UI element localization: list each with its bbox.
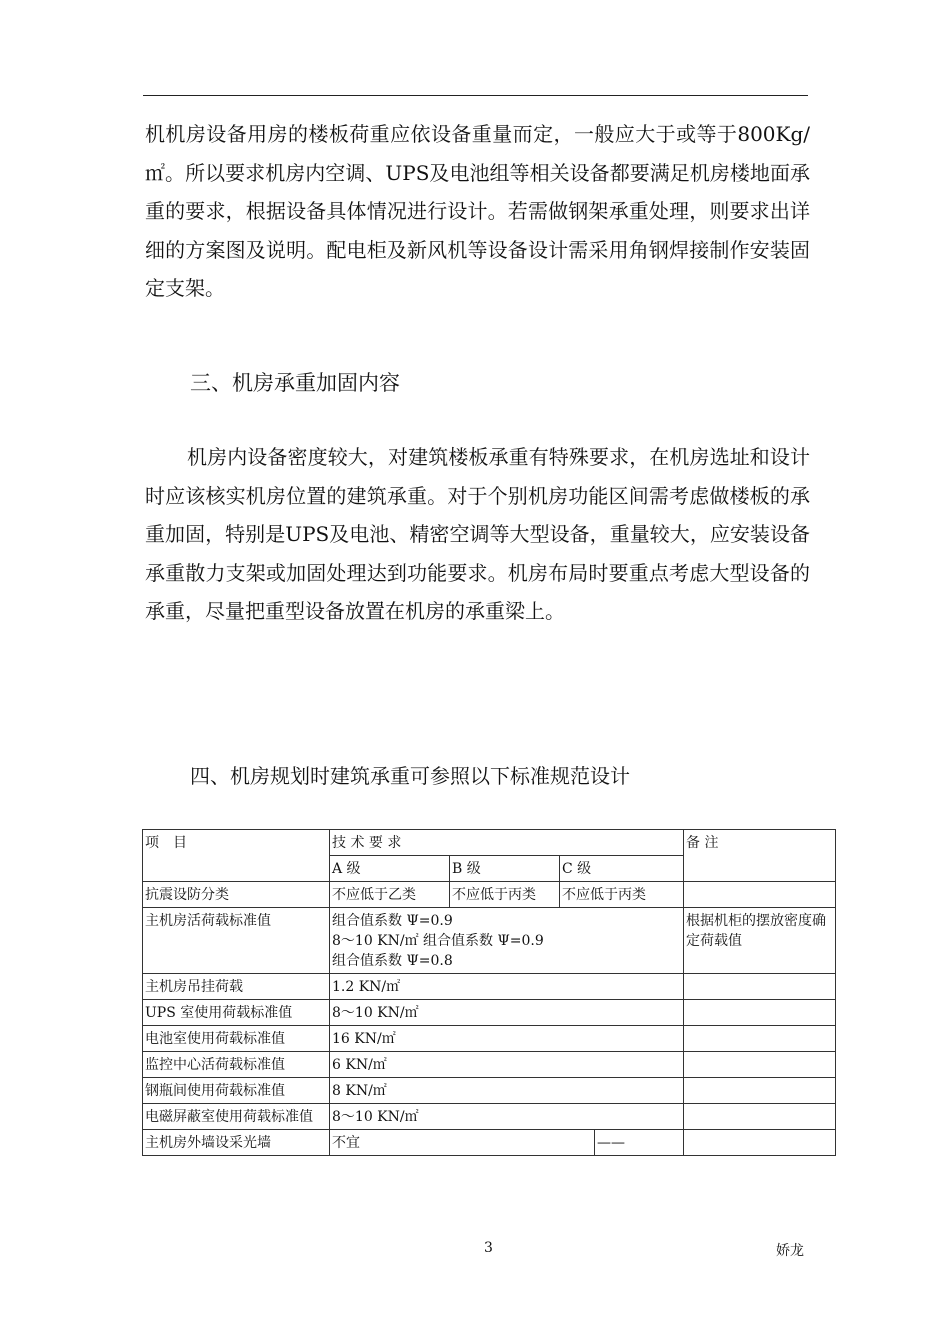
seismic-b: 不应低于丙类 [450,882,560,908]
table-row [143,1130,836,1156]
row-note [684,974,836,1000]
row-value: 8～10 KN/㎡ [330,1104,684,1130]
row-label: 监控中心活荷载标准值 [143,1052,330,1078]
table-row [143,1078,836,1104]
row-note [684,1104,836,1130]
row-label: 钢瓶间使用荷载标准值 [143,1078,330,1104]
row-note [684,1052,836,1078]
section-heading-4: 四、机房规划时建筑承重可参照以下标准规范设计 [190,764,630,788]
row-label: 主机房活荷载标准值 [143,908,330,974]
row-label: 抗震设防分类 [143,882,330,908]
header-item: 项 目 [143,830,330,882]
row-value: 1.2 KN/㎡ [330,974,684,1000]
row-value: 8 KN/㎡ [330,1078,684,1104]
table-header-row [143,830,836,856]
row-value: 6 KN/㎡ [330,1052,684,1078]
header-note: 备 注 [684,830,836,882]
row-value: 不宜 [330,1130,595,1156]
section-heading-3: 三、机房承重加固内容 [190,371,400,395]
header-rule [143,95,808,96]
row-note [684,1026,836,1052]
table-row [143,974,836,1000]
grade-b: B 级 [450,856,560,882]
grade-a: A 级 [330,856,450,882]
seismic-c: 不应低于丙类 [560,882,684,908]
row-note [684,1000,836,1026]
row-note [684,1078,836,1104]
table-row [143,908,836,974]
row-note [684,882,836,908]
live-load-line: 8～10 KN/㎡ 组合值系数 Ψ=0.9 [332,933,544,949]
table-row [143,1104,836,1130]
row-note: 根据机柜的摆放密度确定荷载值 [684,908,836,974]
paragraph-reinforcement: 机房内设备密度较大，对建筑楼板承重有特殊要求，在机房选址和设计时应该核实机房位置的建筑承重。对于个别机房功能区间需考虑做楼板的承重加固，特别是UPS及电池、精密空调等大型设备，重量较大，应安装设备承重散力支架或加固处理达到功能要求。机房布局时要重点考虑大型设备的承重，尽量把重型设备放置在机房的承重梁上。 [145,445,810,623]
header-tech-req: 技 术 要 求 [330,830,684,856]
footer-author: 娇龙 [776,1243,804,1259]
table-row [143,882,836,908]
seismic-a: 不应低于乙类 [330,882,450,908]
page-number: 3 [484,1240,493,1256]
table-row [143,1026,836,1052]
row-label: 电池室使用荷载标准值 [143,1026,330,1052]
row-value: 8～10 KN/㎡ [330,1000,684,1026]
row-value: 16 KN/㎡ [330,1026,684,1052]
live-load-line: 组合值系数 Ψ=0.8 [332,953,453,969]
load-standards-table [142,829,836,1156]
paragraph-floor-load: 机机房设备用房的楼板荷重应依设备重量而定，一般应大于或等于800Kg/㎡。所以要求机房内空调、UPS及电池组等相关设备都要满足机房楼地面承重的要求，根据设备具体情况进行设计。若需做钢架承重处理，则要求出详细的方案图及说明。配电柜及新风机等设备设计需采用角钢焊接制作安装固定支架。 [145,122,810,300]
row-dash: —— [595,1130,684,1156]
live-load-line: 组合值系数 Ψ=0.9 [332,913,453,929]
row-label: UPS 室使用荷载标准值 [143,1000,330,1026]
row-label: 电磁屏蔽室使用荷载标准值 [143,1104,330,1130]
row-label: 主机房外墙设采光墙 [143,1130,330,1156]
table-row [143,1052,836,1078]
live-load-values [330,908,684,974]
row-label: 主机房吊挂荷载 [143,974,330,1000]
grade-c: C 级 [560,856,684,882]
row-note [684,1130,836,1156]
table-row [143,1000,836,1026]
